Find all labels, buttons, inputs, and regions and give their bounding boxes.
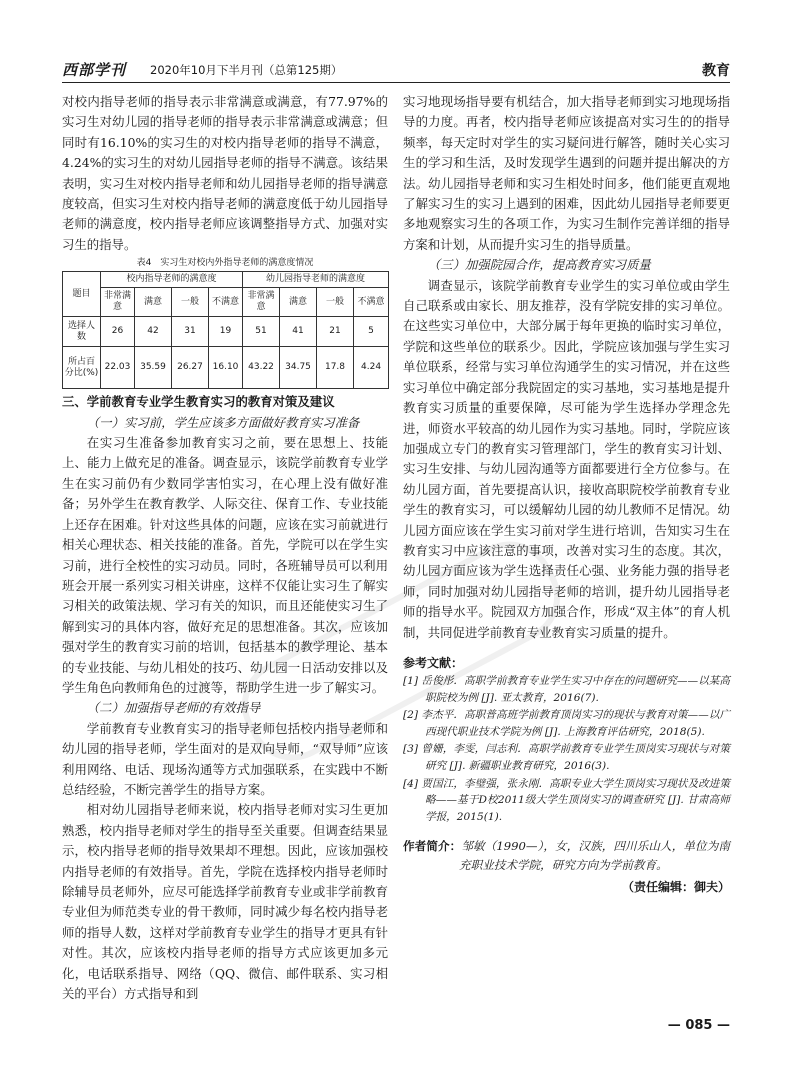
page-header <box>62 58 730 80</box>
subsection-heading: （一）实习前，学生应该多方面做好教育实习准备 <box>86 414 360 430</box>
references-title: 参考文献： <box>403 655 464 670</box>
body-paragraph: 学前教育专业教育实习的指导老师包括校内指导老师和幼儿园的指导老师，学生面对的是双向导师，“双导师”应该利用网络、电话、现场沟通等方式加强联系，在实践中不断总结经验，不断完善学生的指导方案。 <box>62 720 388 797</box>
responsible-editor: （责任编辑：御夫） <box>621 880 730 895</box>
header-rule <box>62 82 730 83</box>
subheader: 一般 <box>172 288 209 317</box>
table-cell: 4.24 <box>354 347 389 389</box>
right-column <box>403 92 730 897</box>
reference-item: [1] 岳俊彤．高职学前教育专业学生实习中存在的问题研究——以某高职院校为例 [J]. 亚太教育，2016(7). <box>403 674 730 704</box>
table-cell: 16.10 <box>209 347 243 389</box>
table-cell: 35.59 <box>135 347 172 389</box>
section-name: 教育 <box>702 63 730 79</box>
table-row <box>63 347 389 389</box>
table-cell: 41 <box>280 317 317 347</box>
subheader: 非常满意 <box>101 288 135 317</box>
header-topic: 题目 <box>63 272 101 317</box>
body-paragraph: 调查显示，该院学前教育专业学生的实习单位或由学生自己联系或由家长、朋友推荐，没有学院安排的实习单位。在这些实习单位中，大部分属于每年更换的临时实习单位，学院和这些单位的联系少。因此，学院应该加强与学生实习单位联系，经常与实习单位沟通学生的实习情况，并在这些实习单位中确定部分我院固定的实习基地，实习基地是提升教育实习质量的重要保障，尽可能为学生选择办学理念先进，师资水平较高的幼儿园作为实习基地。同时，学院应该加强成立专门的教育实习管理部门，学生的教育实习计划、实习生安排、与幼儿园沟通等方面都要进行全方位参与。在幼儿园方面，首先要提高认识，接收高职院校学前教育专业学生的教育实习，可以缓解幼儿园的幼儿教师不足情况。幼儿园方面应该在学生实习前对学生进行培训，告知实习生在教育实习中应该注意的事项，改善对实习生的态度。其次，幼儿园方面应该为学生选择责任心强、业务能力强的指导老师，同时加强对幼儿园指导老师的培训，提升幼儿园指导老师的指导水平。院园双方加强合作，形成“双主体”的育人机制，共同促进学前教育专业教育实习质量的提升。 <box>403 277 730 640</box>
subheader: 满意 <box>135 288 172 317</box>
subheader: 不满意 <box>209 288 243 317</box>
subsection-heading: （二）加强指导老师的有效指导 <box>86 700 261 716</box>
body-paragraph: 相对幼儿园指导老师来说，校内指导老师对实习生更加熟悉，校内指导老师对学生的指导至关重要。但调查结果显示，校内指导老师的指导效果却不理想。因此，应该加强校内指导老师的有效指导。首先，学院在选择校内指导老师时除辅导员老师外，应尽可能选择学前教育专业或非学前教育专业但为师范类专业的骨干教师，同时减少每名校内指导老师的指导人数，这样对学前教育专业学生的指导才更具有针对性。其次，应该校内指导老师的指导方式应该更加多元化，电话联系指导、网络（QQ、微信、邮件联系、实习相关的平台）方式指导和到 <box>62 802 388 1002</box>
reference-item: [4] 贾国江，李璧强，张永刚．高职专业大学生顶岗实习现状及改进策略——基于D校2011级大学生顶岗实习的调查研究 [J]. 甘肃高师学报，2015(1). <box>403 777 730 823</box>
table-cell: 5 <box>354 317 389 347</box>
subheader: 非常满意 <box>243 288 280 317</box>
table-cell: 51 <box>243 317 280 347</box>
body-paragraph: 实习地现场指导要有机结合，加大指导老师到实习地现场指导的力度。再者，校内指导老师应该提高对实习生的的指导频率，每天定时对学生的实习疑问进行解答，随时关心实习生的学习和生活，及时发现学生遇到的问题并提出解决的方法。幼儿园指导老师和实习生相处时间多，他们能更直观地了解实习生的实习上遇到的困难，因此幼儿园指导老师要更多地观察实习生的各项工作，为实习生制作完善详细的指导方案和计划，从而提升实习生的指导质量。 <box>403 94 730 252</box>
subheader: 不满意 <box>354 288 389 317</box>
table-cell: 21 <box>317 317 354 347</box>
table-cell: 26.27 <box>172 347 209 389</box>
subsection-heading: （三）加强院园合作，提高教育实习质量 <box>427 257 651 273</box>
table-cell: 43.22 <box>243 347 280 389</box>
reference-item: [3] 曾姗，李雯，闫志利．高职学前教育专业学生顶岗实习现状与对策研究 [J]. 新疆职业教育研究，2016(3). <box>403 743 730 772</box>
table-row <box>63 317 389 347</box>
author-text: 邹敏（1990—），女，汉族，四川乐山人，单位为南充职业技术学院，研究方向为学前教育。 <box>459 839 730 873</box>
table-cell: 22.03 <box>101 347 135 389</box>
table-cell: 31 <box>172 317 209 347</box>
intro-paragraph: 对校内指导老师的指导表示非常满意或满意，有77.97%的实习生对幼儿园的指导老师的指导表示非常满意或满意；但同时有16.10%的实习生的对校内指导老师的指导不满意，4.24%的实习生的对幼儿园指导老师的指导不满意。该结果表明，实习生对校内指导老师和幼儿园指导老师的指导满意度较高，但实习生对校内指导老师的满意度低于幼儿园指导老师的满意度，校内指导老师应该调整指导方式、加强对实习生的指导。 <box>62 94 388 252</box>
left-column <box>62 92 388 1004</box>
section-heading: 三、学前教育专业学生教育实习的教育对策及建议 <box>62 394 335 410</box>
table-cell: 26 <box>101 317 135 347</box>
header-group-kindergarten: 幼儿园指导老师的满意度 <box>243 272 389 288</box>
author-label: 作者简介： <box>403 839 462 854</box>
table-title: 表4 实习生对校内外指导老师的满意度情况 <box>136 258 314 269</box>
table-cell: 17.8 <box>317 347 354 389</box>
row-label: 选择人数 <box>63 317 101 347</box>
body-paragraph: 在实习生准备参加教育实习之前，要在思想上、技能上、能力上做充足的准备。调查显示，该院学前教育专业学生在实习前仍有少数同学害怕实习，在心理上没有做好准备；另外学生在教育教学、人际交往、保育工作、专业技能上还存在困难。针对这些具体的问题，应该在实习前就进行相关心理状态、相关技能的准备。首先，学院可以在学生实习前，进行全校性的实习动员。同时，各班辅导员可以利用班会开展一系列实习相关讲座，这样不仅能让实习生了解实习相关的政策法规、学习有关的知识，而且还能使实习生了解到实习的具体内容，做好充足的思想准备。其次，应该加强对学生的教育实习前的培训，包括基本的教学理论、基本的专业技能、与幼儿相处的技巧、幼儿园一日活动安排以及学生角色向教师角色的过渡等，帮助学生进一步了解实习。 <box>62 435 388 695</box>
subheader: 满意 <box>280 288 317 317</box>
table-cell: 34.75 <box>280 347 317 389</box>
reference-item: [2] 李杰平．高职普高班学前教育顶岗实习的现状与教育对策——以广西现代职业技术学院为例 [J]. 上海教育评估研究，2018(5). <box>403 709 730 738</box>
subheader: 一般 <box>317 288 354 317</box>
journal-name: 西部学刊 <box>62 61 127 79</box>
issue-info: 2020年10月下半月刊（总第125期） <box>150 63 343 77</box>
header-group-school: 校内指导老师的满意度 <box>101 272 243 288</box>
author-bio <box>403 837 730 875</box>
table-cell: 42 <box>135 317 172 347</box>
row-label: 所占百分比(%) <box>63 347 101 389</box>
page-number: — 085 — <box>667 1018 730 1033</box>
table-cell: 19 <box>209 317 243 347</box>
satisfaction-table <box>62 271 389 389</box>
